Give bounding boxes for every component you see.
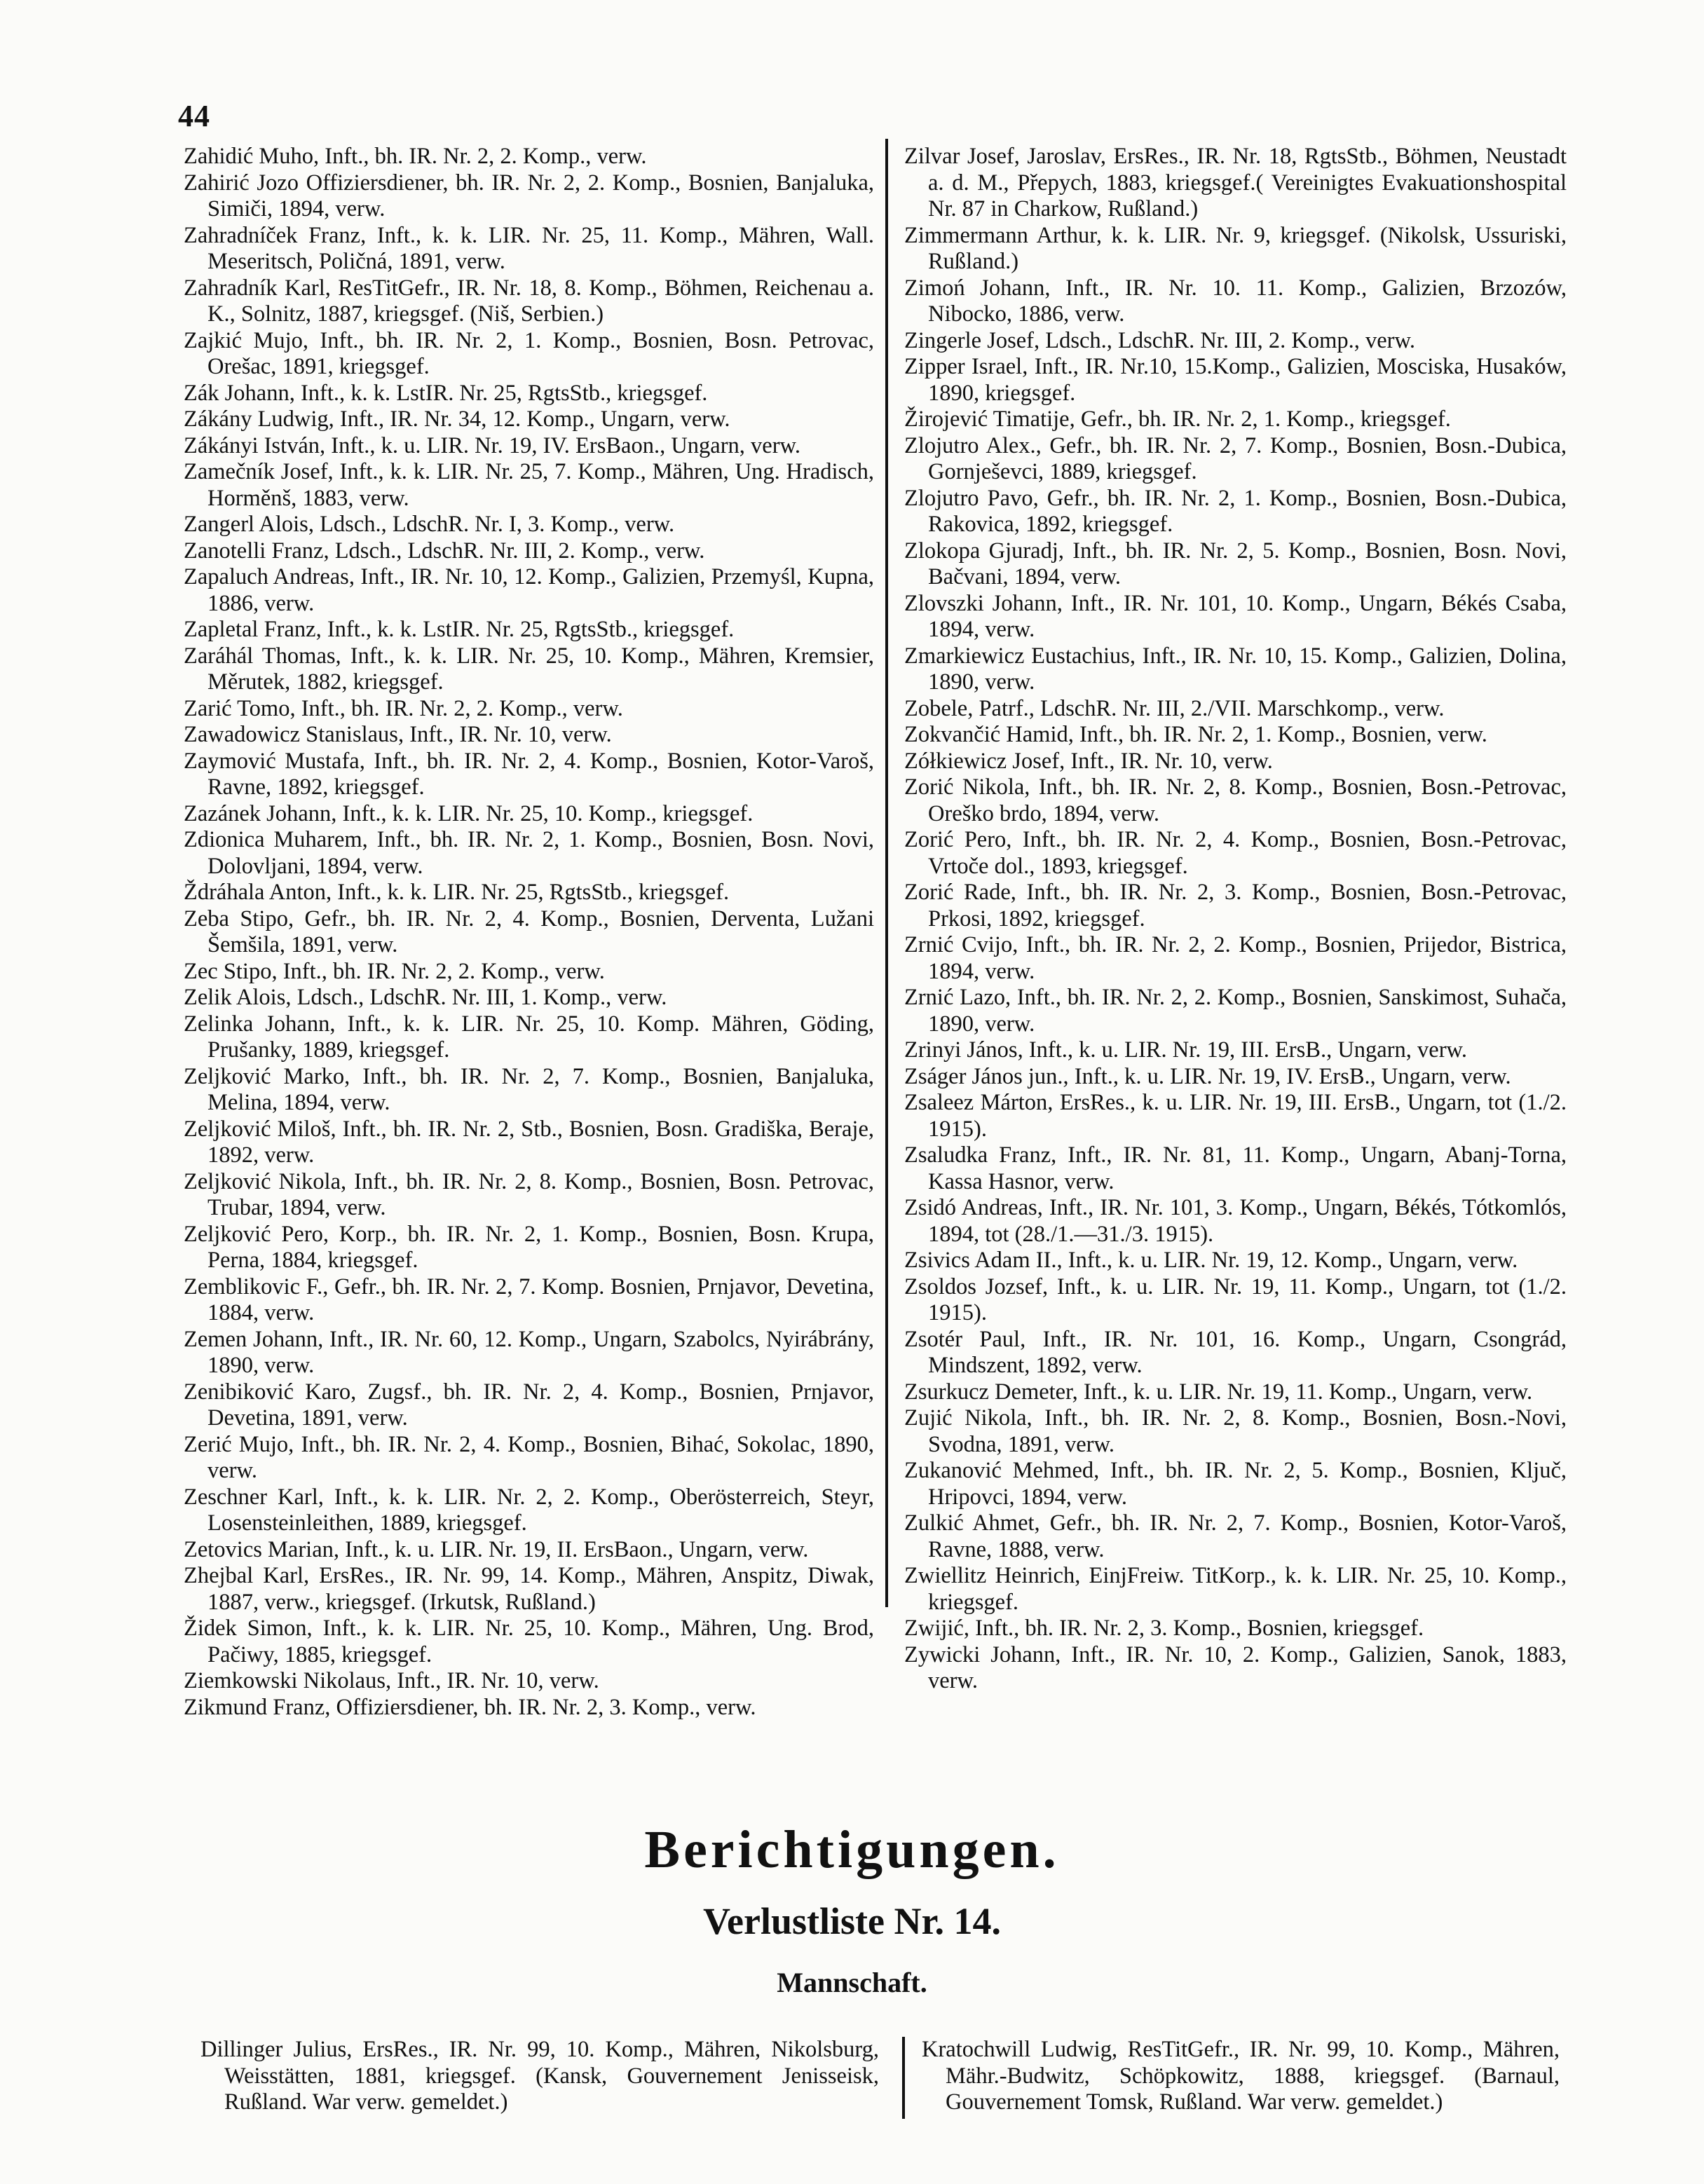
list-entry: Zujić Nikola, Inft., bh. IR. Nr. 2, 8. Komp., Bosnien, Bosn.-Novi, Svodna, 1891, verw. [904, 1405, 1567, 1457]
corrections-section: Mannschaft. [777, 1967, 927, 1998]
list-entry: Zangerl Alois, Ldsch., LdschR. Nr. I, 3. Komp., verw. [184, 512, 675, 537]
list-entry: Zanotelli Franz, Ldsch., LdschR. Nr. III, 2. Komp., verw. [184, 538, 705, 564]
list-entry: Zahirić Jozo Offiziersdiener, bh. IR. Nr. 2, 2. Komp., Bosnien, Banjaluka, Simiči, 1894, verw. [184, 170, 874, 221]
list-entry: Zwiellitz Heinrich, EinjFreiw. TitKorp., k. k. LIR. Nr. 25, 10. Komp., kriegsgef. [904, 1563, 1567, 1615]
list-entry: Zobele, Patrf., LdschR. Nr. III, 2./VII. Marschkomp., verw. [904, 695, 1445, 721]
left-column [184, 144, 874, 1721]
list-entry: Zingerle Josef, Ldsch., LdschR. Nr. III, 2. Komp., verw. [904, 327, 1415, 353]
list-entry: Zukanović Mehmed, Inft., bh. IR. Nr. 2, 5. Komp., Bosnien, Ključ, Hripovci, 1894, verw. [904, 1458, 1567, 1510]
list-entry: Zahradník Karl, ResTitGefr., IR. Nr. 18, 8. Komp., Böhmen, Reichenau a. K., Solnitz, 1887, kriegsgef. (Niš, Serbien.) [184, 275, 874, 327]
list-entry: Zeljković Nikola, Inft., bh. IR. Nr. 2, 8. Komp., Bosnien, Bosn. Petrovac, Trubar, 1894, verw. [184, 1168, 874, 1220]
list-entry: Zlovszki Johann, Inft., IR. Nr. 101, 10. Komp., Ungarn, Békés Csaba, 1894, verw. [904, 590, 1567, 642]
corrections-right-column [922, 2037, 1560, 2116]
list-entry: Zemen Johann, Inft., IR. Nr. 60, 12. Komp., Ungarn, Szabolcs, Nyirábrány, 1890, verw. [184, 1326, 874, 1378]
list-entry: Zsotér Paul, Inft., IR. Nr. 101, 16. Komp., Ungarn, Csongrád, Mindszent, 1892, verw. [904, 1326, 1567, 1378]
list-entry: Zilvar Josef, Jaroslav, ErsRes., IR. Nr. 18, RgtsStb., Böhmen, Neustadt a. d. M., Přepych, 1883, kriegsgef.( Vereinigtes Evakuationshospital Nr. 87 in Charkow, Rußland.) [904, 144, 1567, 221]
list-entry: Zsaleez Márton, ErsRes., k. u. LIR. Nr. 19, III. ErsB., Ungarn, tot (1./2. 1915). [904, 1090, 1567, 1142]
list-entry: Zák Johann, Inft., k. k. LstIR. Nr. 25, RgtsStb., kriegsgef. [184, 380, 708, 406]
list-entry: Zulkić Ahmet, Gefr., bh. IR. Nr. 2, 7. Komp., Bosnien, Kotor-Varoš, Ravne, 1888, verw. [904, 1510, 1567, 1562]
list-entry: Zmarkiewicz Eustachius, Inft., IR. Nr. 10, 15. Komp., Galizien, Dolina, 1890, verw. [904, 643, 1567, 695]
page-number: 44 [178, 99, 210, 133]
list-entry: Zec Stipo, Inft., bh. IR. Nr. 2, 2. Komp., verw. [184, 958, 605, 984]
list-entry: Zimmermann Arthur, k. k. LIR. Nr. 9, kriegsgef. (Nikolsk, Ussuriski, Rußland.) [904, 222, 1567, 274]
list-entry: Zeljković Marko, Inft., bh. IR. Nr. 2, 7. Komp., Bosnien, Banjaluka, Melina, 1894, verw. [184, 1063, 874, 1115]
column-divider [885, 139, 888, 1607]
list-entry: Zapletal Franz, Inft., k. k. LstIR. Nr. 25, RgtsStb., kriegsgef. [184, 617, 735, 642]
list-entry: Zazánek Johann, Inft., k. k. LIR. Nr. 25, 10. Komp., kriegsgef. [184, 800, 754, 826]
list-entry: Zarić Tomo, Inft., bh. IR. Nr. 2, 2. Komp., verw. [184, 695, 623, 721]
list-entry: Zákányi István, Inft., k. u. LIR. Nr. 19, IV. ErsBaon., Ungarn, verw. [184, 432, 801, 458]
list-entry: Zákány Ludwig, Inft., IR. Nr. 34, 12. Komp., Ungarn, verw. [184, 407, 730, 432]
list-entry: Zerić Mujo, Inft., bh. IR. Nr. 2, 4. Komp., Bosnien, Bihać, Sokolac, 1890, verw. [184, 1431, 874, 1483]
list-entry: Zsaludka Franz, Inft., IR. Nr. 81, 11. Komp., Ungarn, Abanj-Torna, Kassa Hasnor, verw. [904, 1142, 1567, 1194]
list-entry: Zrnić Cvijo, Inft., bh. IR. Nr. 2, 2. Komp., Bosnien, Prijedor, Bistrica, 1894, verw. [904, 932, 1567, 984]
list-entry: Zwijić, Inft., bh. IR. Nr. 2, 3. Komp., Bosnien, kriegsgef. [904, 1616, 1424, 1641]
list-entry: Zamečník Josef, Inft., k. k. LIR. Nr. 25, 7. Komp., Mähren, Ung. Hradisch, Horměnš, 1883, verw. [184, 459, 874, 511]
list-entry: Žirojević Timatije, Gefr., bh. IR. Nr. 2, 1. Komp., kriegsgef. [904, 407, 1451, 432]
list-entry: Zrnić Lazo, Inft., bh. IR. Nr. 2, 2. Komp., Bosnien, Sanskimost, Suhača, 1890, verw. [904, 985, 1567, 1037]
list-entry: Zaráhál Thomas, Inft., k. k. LIR. Nr. 25, 10. Komp., Mähren, Kremsier, Měrutek, 1882, kriegsgef. [184, 643, 874, 695]
list-entry: Zapaluch Andreas, Inft., IR. Nr. 10, 12. Komp., Galizien, Przemyśl, Kupna, 1886, verw. [184, 564, 874, 616]
list-entry: Zimoń Johann, Inft., IR. Nr. 10. 11. Komp., Galizien, Brzozów, Nibocko, 1886, verw. [904, 275, 1567, 327]
list-entry: Zeba Stipo, Gefr., bh. IR. Nr. 2, 4. Komp., Bosnien, Derventa, Lužani Šemšila, 1891, verw. [184, 906, 874, 957]
list-entry: Zsidó Andreas, Inft., IR. Nr. 101, 3. Komp., Ungarn, Békés, Tótkomlós, 1894, tot (28./1.—31./3. 1915). [904, 1195, 1567, 1247]
list-entry: Zaymović Mustafa, Inft., bh. IR. Nr. 2, 4. Komp., Bosnien, Kotor-Varoš, Ravne, 1892, kriegsgef. [184, 748, 874, 800]
list-entry: Zajkić Mujo, Inft., bh. IR. Nr. 2, 1. Komp., Bosnien, Bosn. Petrovac, Orešac, 1891, kriegsgef. [184, 327, 874, 379]
corrections-subtitle: Verlustliste Nr. 14. [703, 1900, 1001, 1942]
list-entry: Zenibiković Karo, Zugsf., bh. IR. Nr. 2, 4. Komp., Bosnien, Prnjavor, Devetina, 1891, verw. [184, 1379, 874, 1431]
list-entry: Zlojutro Pavo, Gefr., bh. IR. Nr. 2, 1. Komp., Bosnien, Bosn.-Dubica, Rakovica, 1892, kriegsgef. [904, 485, 1567, 537]
list-entry: Zsurkucz Demeter, Inft., k. u. LIR. Nr. 19, 11. Komp., Ungarn, verw. [904, 1379, 1533, 1405]
right-column [904, 144, 1567, 1695]
list-entry: Zokvančić Hamid, Inft., bh. IR. Nr. 2, 1. Komp., Bosnien, verw. [904, 722, 1487, 747]
list-entry: Dillinger Julius, ErsRes., IR. Nr. 99, 10. Komp., Mähren, Nikolsburg, Weisstätten, 1881, kriegsgef. (Kansk, Gouvernement Jenisseisk, Rußland. War verw. gemeldet.) [200, 2037, 879, 2115]
list-entry: Zeljković Pero, Korp., bh. IR. Nr. 2, 1. Komp., Bosnien, Bosn. Krupa, Perna, 1884, kriegsgef. [184, 1221, 874, 1273]
list-entry: Kratochwill Ludwig, ResTitGefr., IR. Nr. 99, 10. Komp., Mähren, Mähr.-Budwitz, Schöpkowitz, 1888, kriegsgef. (Barnaul, Gouvernement Tomsk, Rußland. War verw. gemeldet.) [922, 2037, 1560, 2115]
corrections-title: Berichtigungen. [644, 1820, 1060, 1879]
list-entry: Zahidić Muho, Inft., bh. IR. Nr. 2, 2. Komp., verw. [184, 144, 647, 169]
list-entry: Zikmund Franz, Offiziersdiener, bh. IR. Nr. 2, 3. Komp., verw. [184, 1694, 756, 1720]
list-entry: Zółkiewicz Josef, Inft., IR. Nr. 10, verw. [904, 748, 1273, 774]
list-entry: Zlojutro Alex., Gefr., bh. IR. Nr. 2, 7. Komp., Bosnien, Bosn.-Dubica, Gornješevci, 1889, kriegsgef. [904, 432, 1567, 484]
list-entry: Zetovics Marian, Inft., k. u. LIR. Nr. 19, II. ErsBaon., Ungarn, verw. [184, 1536, 809, 1562]
list-entry: Zahradníček Franz, Inft., k. k. LIR. Nr. 25, 11. Komp., Mähren, Wall. Meseritsch, Poličná, 1891, verw. [184, 222, 874, 274]
list-entry: Zelik Alois, Ldsch., LdschR. Nr. III, 1. Komp., verw. [184, 985, 667, 1010]
list-entry: Ždráhala Anton, Inft., k. k. LIR. Nr. 25, RgtsStb., kriegsgef. [184, 880, 730, 905]
list-entry: Zywicki Johann, Inft., IR. Nr. 10, 2. Komp., Galizien, Sanok, 1883, verw. [904, 1642, 1567, 1693]
list-entry: Zipper Israel, Inft., IR. Nr.10, 15.Komp., Galizien, Mosciska, Husaków, 1890, kriegsgef. [904, 354, 1567, 406]
list-entry: Zsivics Adam II., Inft., k. u. LIR. Nr. 19, 12. Komp., Ungarn, verw. [904, 1248, 1518, 1273]
list-entry: Zeschner Karl, Inft., k. k. LIR. Nr. 2, 2. Komp., Oberösterreich, Steyr, Losensteinleithen, 1889, kriegsgef. [184, 1484, 874, 1536]
list-entry: Zdionica Muharem, Inft., bh. IR. Nr. 2, 1. Komp., Bosnien, Bosn. Novi, Dolovljani, 1894, verw. [184, 827, 874, 879]
list-entry: Ziemkowski Nikolaus, Inft., IR. Nr. 10, verw. [184, 1668, 599, 1693]
list-entry: Zságer János jun., Inft., k. u. LIR. Nr. 19, IV. ErsB., Ungarn, verw. [904, 1063, 1511, 1089]
corrections-divider [902, 2037, 905, 2119]
list-entry: Zemblikovic F., Gefr., bh. IR. Nr. 2, 7. Komp. Bosnien, Prnjavor, Devetina, 1884, verw. [184, 1274, 874, 1325]
list-entry: Zeljković Miloš, Inft., bh. IR. Nr. 2, Stb., Bosnien, Bosn. Gradiška, Beraje, 1892, verw. [184, 1116, 874, 1168]
list-entry: Zorić Rade, Inft., bh. IR. Nr. 2, 3. Komp., Bosnien, Bosn.-Petrovac, Prkosi, 1892, kriegsgef. [904, 880, 1567, 931]
list-entry: Zawadowicz Stanislaus, Inft., IR. Nr. 10, verw. [184, 722, 612, 747]
list-entry: Zrinyi János, Inft., k. u. LIR. Nr. 19, III. ErsB., Ungarn, verw. [904, 1037, 1468, 1063]
list-entry: Zelinka Johann, Inft., k. k. LIR. Nr. 25, 10. Komp. Mähren, Göding, Prušanky, 1889, kriegsgef. [184, 1011, 874, 1063]
list-entry: Zorić Pero, Inft., bh. IR. Nr. 2, 4. Komp., Bosnien, Bosn.-Petrovac, Vrtoče dol., 1893, kriegsgef. [904, 827, 1567, 879]
list-entry: Zsoldos Jozsef, Inft., k. u. LIR. Nr. 19, 11. Komp., Ungarn, tot (1./2. 1915). [904, 1274, 1567, 1325]
list-entry: Zlokopa Gjuradj, Inft., bh. IR. Nr. 2, 5. Komp., Bosnien, Bosn. Novi, Bačvani, 1894, verw. [904, 538, 1567, 589]
list-entry: Židek Simon, Inft., k. k. LIR. Nr. 25, 10. Komp., Mähren, Ung. Brod, Pačiwy, 1885, kriegsgef. [184, 1616, 874, 1667]
list-entry: Zhejbal Karl, ErsRes., IR. Nr. 99, 14. Komp., Mähren, Anspitz, Diwak, 1887, verw., kriegsgef. (Irkutsk, Rußland.) [184, 1563, 874, 1615]
corrections-left-column [200, 2037, 879, 2116]
list-entry: Zorić Nikola, Inft., bh. IR. Nr. 2, 8. Komp., Bosnien, Bosn.-Petrovac, Oreško brdo, 1894, verw. [904, 774, 1567, 826]
